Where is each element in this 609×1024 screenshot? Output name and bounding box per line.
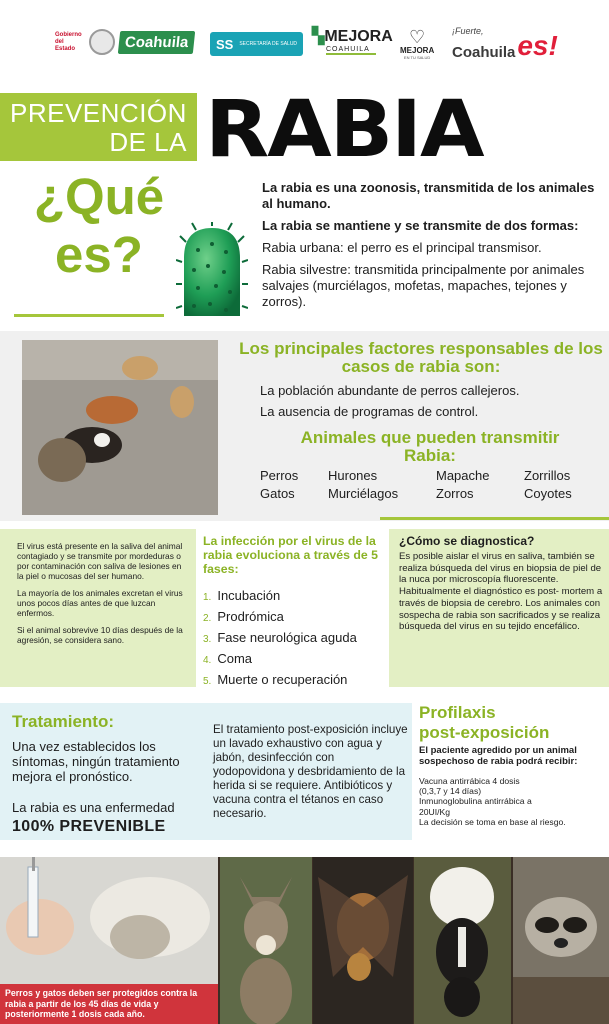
fases-title: La infección por el virus de la rabia evoluciona a través de 5 fases: xyxy=(203,534,378,576)
bat-photo xyxy=(313,857,413,1024)
profilaxis-line: La decisión se toma en base al riesgo. xyxy=(419,816,566,827)
profilaxis-line: Inmunoglobulina antirrábica a xyxy=(419,796,532,807)
que-es-line2: es? xyxy=(55,226,143,283)
virus-info-p3: Si el animal sobrevive 10 días después de la agresión, se considera sano. xyxy=(17,625,183,645)
profilaxis-line: 20UI/Kg xyxy=(419,806,451,817)
ss-text: SECRETARÍA DE SALUD xyxy=(239,41,298,47)
fuerte-coahuila-logo xyxy=(452,28,558,64)
animal-item: Zorrillos xyxy=(524,468,571,483)
title-rabia: RABIA xyxy=(205,85,483,175)
mejora-bar xyxy=(326,53,376,55)
virus-info-p1: El virus está presente en la saliva del animal contagiado y se transmite por mordeduras o por contaminación con saliva de lesiones en la piel o mucosas del ser humano. xyxy=(17,541,183,581)
mejora-m-icon: ▚ xyxy=(312,28,325,45)
tratamiento-text: Una vez establecidos los síntomas, ningún tratamiento mejora el pronóstico. xyxy=(12,739,180,784)
animal-item: Mapache xyxy=(436,468,490,483)
que-es-line1: ¿Qué xyxy=(33,168,165,225)
skunk-photo xyxy=(414,857,511,1024)
que-es-p1: La rabia es una zoonosis, transmitida de los animales al humano. xyxy=(262,180,595,211)
que-es-text xyxy=(262,180,602,316)
animal-item: Zorros xyxy=(436,486,474,501)
mejora-sub: COAHUILA xyxy=(326,46,370,53)
que-es-underline xyxy=(14,314,164,317)
fases-list xyxy=(203,586,389,691)
animal-item: Gatos xyxy=(260,486,295,501)
que-es-p4: Rabia silvestre: transmitida principalmente por animales salvajes (murciélagos, mofetas, mapaches, tejones y zorros). xyxy=(262,262,585,309)
diagnostico-panel xyxy=(389,529,609,687)
mejora2-word: MEJORA xyxy=(400,46,435,55)
title-line1: PREVENCIÓN xyxy=(10,98,187,128)
fases-panel xyxy=(203,534,389,691)
fase-item: 4. Coma xyxy=(203,651,253,666)
fuerte-small: ¡Fuerte, xyxy=(452,26,484,36)
que-es-p2: La rabia se mantiene y se transmite de dos formas: xyxy=(262,218,579,233)
title-line2: DE LA xyxy=(109,127,187,157)
mejora-coahuila-logo xyxy=(312,26,393,62)
raccoon-photo xyxy=(513,857,609,1024)
virus-info-panel xyxy=(0,529,196,687)
profilaxis-title-line2: post-exposición xyxy=(419,723,550,742)
animal-item: Hurones xyxy=(328,468,378,483)
stray-dogs-photo xyxy=(22,340,218,515)
fox-photo xyxy=(220,857,312,1024)
rabies-virus-icon xyxy=(176,222,248,320)
profilaxis-body xyxy=(419,745,607,827)
title-green-box xyxy=(0,93,197,161)
profilaxis-title-line1: Profilaxis xyxy=(419,703,496,722)
mejora-word: ▚MEJORA xyxy=(312,28,393,45)
gobierno-word: Coahuila xyxy=(118,31,196,54)
factores-list xyxy=(260,380,519,422)
fase-item: 2. Prodrómica xyxy=(203,609,284,624)
fase-item: 1. Incubación xyxy=(203,588,281,603)
que-es-p3: Rabia urbana: el perro es el principal transmisor. xyxy=(262,240,542,255)
diagnostico-text: Es posible aislar el virus en saliva, también se realiza búsqueda del virus en biopsia de piel de la nuca por microscopía fluorescente. Habitualmente el diagnóstico es post- mortem a través de biopsia de cerebro. Los animales con sospecha de rabia son sacrificados y se realiza búsqueda del virus en su tejido encefálico. xyxy=(399,551,603,633)
profilaxis-lead: El paciente agredido por un animal sospechoso de rabia podrá recibir: xyxy=(419,745,578,767)
ss-mark: SS xyxy=(216,36,234,52)
prevenible-line: La rabia es una enfermedad xyxy=(12,800,175,815)
state-seal-icon xyxy=(89,29,115,55)
profilaxis-line: (0,3,7 y 14 días) xyxy=(419,786,482,797)
tratamiento-detail: El tratamiento post-exposición incluye un lavado exhaustivo con agua y jabón, desinfección con yodopovidona y desbridamiento de la herida si se requiere. Antibióticos y vacuna contra el tétanos en caso necesario. xyxy=(213,723,408,820)
mejora-salud-logo xyxy=(400,28,434,64)
gobierno-small-text: Gobierno del Estado xyxy=(55,31,82,52)
animal-item: Perros xyxy=(260,468,299,483)
factores-item: La ausencia de programas de control. xyxy=(260,404,479,419)
fuerte-word: Coahuila xyxy=(452,43,516,61)
factores-divider xyxy=(380,517,609,520)
gobierno-coahuila-logo xyxy=(55,24,194,60)
profilaxis-line: Vacuna antirrábica 4 dosis xyxy=(419,776,520,786)
animal-item: Coyotes xyxy=(524,486,572,501)
tratamiento-title: Tratamiento: xyxy=(12,712,115,731)
prevenible-block xyxy=(12,798,212,836)
virus-info-p2: La mayoría de los animales excretan el virus unos pocos días antes de que luzcan enfermos. xyxy=(17,588,183,618)
animales-grid xyxy=(260,468,590,502)
fase-item: 3. Fase neurológica aguda xyxy=(203,630,357,645)
fuerte-es: es! xyxy=(517,30,558,61)
secretaria-salud-logo xyxy=(210,32,303,56)
factores-title: Los principales factores responsables de los casos de rabia son: xyxy=(239,339,603,376)
factores-item: La población abundante de perros callejeros. xyxy=(260,383,520,398)
heart-icon: ♡ xyxy=(409,27,426,47)
vacunacion-caption: Perros y gatos deben ser protegidos contra la rabia a partir de los 45 días de vida y posteriormente 1 dosis cada año. xyxy=(0,984,218,1024)
que-es-heading xyxy=(14,168,184,284)
mejora2-sub: EN TU SALUD xyxy=(403,55,431,60)
profilaxis-title xyxy=(419,703,549,743)
header-logos xyxy=(0,0,609,86)
prevenible-big: 100% PREVENIBLE xyxy=(12,818,166,835)
animal-item: Murciélagos xyxy=(328,486,399,501)
fase-item: 5. Muerte o recuperación xyxy=(203,672,348,687)
animales-title: Animales que pueden transmitir Rabia: xyxy=(300,428,560,465)
title-band xyxy=(0,85,609,175)
diagnostico-title: ¿Cómo se diagnostica? xyxy=(399,534,535,548)
